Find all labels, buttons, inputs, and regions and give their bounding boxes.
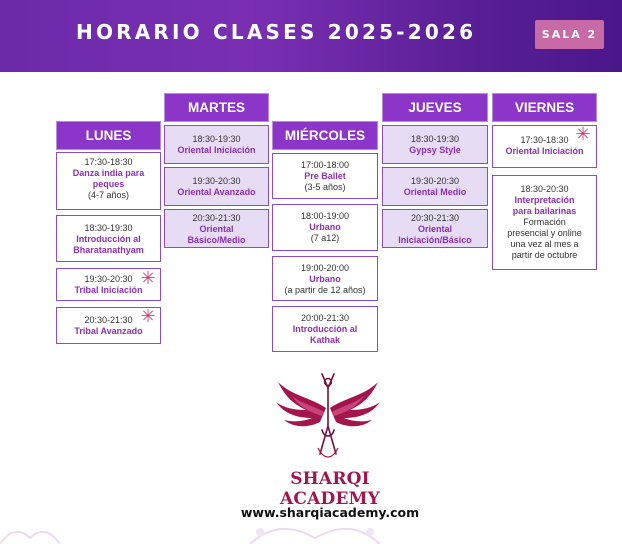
class-note: Formación presencial y online una vez al mes a partir de octubre: [507, 217, 582, 260]
class-time: 19:30-20:30: [192, 176, 241, 186]
class-name: Tribal Avanzado: [74, 326, 143, 336]
class-name: Oriental Básico/Medio: [187, 224, 246, 245]
class-name: Introducción al Kathak: [292, 324, 358, 345]
star-icon: ✳: [140, 268, 156, 289]
class-cell: [272, 204, 378, 251]
class-note: (7 a12): [310, 233, 340, 243]
class-name: Pre Ballet: [304, 171, 346, 181]
ornament-icon: [250, 520, 380, 544]
day-header-jueves: JUEVES: [382, 93, 488, 122]
header-banner: [0, 0, 622, 72]
class-time: 19:30-20:30: [410, 176, 460, 186]
sharqi-logo: [272, 368, 384, 464]
class-cell: [56, 152, 161, 210]
day-header-viernes: VIERNES: [492, 93, 597, 122]
class-cell: [492, 175, 597, 270]
class-time: 19:30-20:30: [84, 274, 133, 284]
class-time: 20:00-21:30: [300, 313, 350, 323]
class-cell: [164, 209, 269, 248]
day-header-miercoles: MIÉRCOLES: [272, 121, 378, 150]
day-header-lunes: LUNES: [56, 121, 161, 150]
class-name: Oriental Iniciación/Básico: [398, 224, 472, 245]
class-time: 19:00-20:00: [300, 263, 350, 273]
day-header-martes: MARTES: [164, 93, 269, 122]
class-note: (a partir de 12 años): [284, 285, 366, 295]
class-time: 18:30-19:30: [410, 134, 460, 144]
class-cell: [382, 209, 488, 248]
class-name: Urbano: [309, 274, 341, 284]
class-time: 18:00-19:00: [300, 211, 350, 221]
class-name: Urbano: [309, 222, 341, 232]
class-cell: [272, 153, 378, 199]
class-time: 18:30-20:30: [520, 184, 569, 194]
class-name: Oriental Iniciación: [177, 145, 256, 155]
class-cell: [164, 125, 269, 164]
class-name: Oriental Avanzado: [177, 187, 256, 197]
star-icon: ✳: [575, 124, 591, 145]
brand-name: SHARQI ACADEMY: [280, 469, 380, 509]
class-name: Gypsy Style: [409, 145, 461, 155]
star-icon: ✳: [140, 306, 156, 327]
class-cell: [382, 167, 488, 206]
class-cell: [272, 306, 378, 352]
class-name: Interpretación para bailarinas: [512, 195, 577, 216]
ornament-icon: [0, 520, 60, 544]
class-time: 20:30-21:30: [84, 315, 133, 325]
class-time: 17:00-18:00: [300, 160, 350, 170]
class-time: 20:30-21:30: [192, 213, 241, 223]
class-note: (3-5 años): [304, 182, 346, 192]
class-cell: [272, 256, 378, 301]
class-name: Oriental Medio: [403, 187, 467, 197]
class-time: 18:30-19:30: [84, 223, 133, 233]
class-cell: [164, 167, 269, 206]
class-cell: [56, 215, 161, 262]
class-time: 20:30-21:30: [410, 213, 460, 223]
class-name: Tribal Iniciación: [74, 285, 143, 295]
page-title: HORARIO CLASES 2025-2026: [76, 20, 477, 44]
class-note: (4-7 años): [87, 190, 130, 200]
website-link[interactable]: www.sharqiacademy.com: [240, 505, 420, 520]
class-time: 17:30-18:30: [520, 135, 569, 145]
class-time: 17:30-18:30: [84, 157, 133, 167]
class-cell: [382, 125, 488, 164]
class-name: Introducción al Bharatanathyam: [73, 234, 144, 255]
room-badge: SALA 2: [535, 20, 604, 49]
class-time: 18:30-19:30: [192, 134, 241, 144]
class-name: Oriental Iniciación: [505, 146, 584, 156]
class-name: Danza india para peques: [72, 168, 145, 189]
